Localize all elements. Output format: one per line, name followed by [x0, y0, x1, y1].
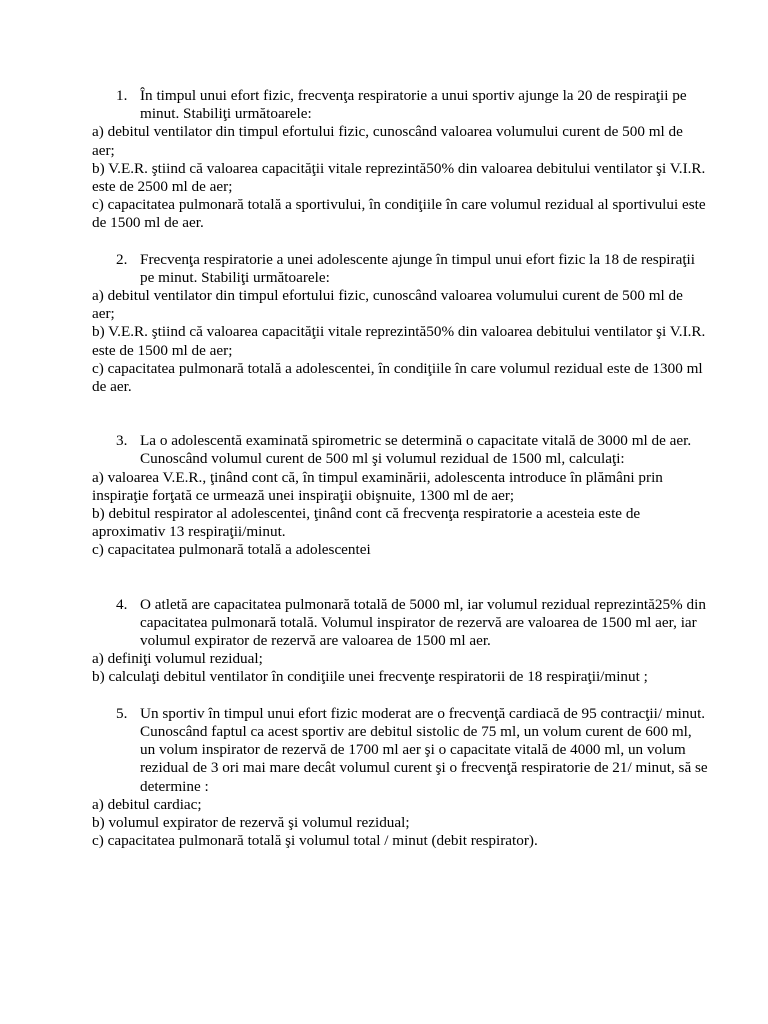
problem-statement	[92, 596, 708, 651]
problem-statement	[92, 432, 708, 468]
sub-question: b) volumul expirator de rezervă şi volumul rezidual;	[92, 813, 410, 831]
sub-question: b) calculaţi debitul ventilator în condiţiile unei frecvenţe respiratorii de 18 respiraţii/minut ;	[92, 668, 648, 686]
problem-5	[92, 705, 708, 851]
problem-4	[92, 596, 708, 687]
problem-2	[92, 251, 708, 397]
problem-statement-text: O atletă are capacitatea pulmonară totală de 5000 ml, iar volumul rezidual reprezintă25% din capacitatea pulmonară totală. Volumul inspirator de rezervă are valoarea de 1500 ml aer, iar volumul expirator de rezervă are valoarea de 1500 ml aer.	[140, 595, 706, 650]
sub-question: b) V.E.R. ştiind că valoarea capacităţii vitale reprezintă50% din valoarea debitului ventilator şi V.I.R. este de 1500 ml de aer;	[92, 323, 706, 359]
sub-question: c) capacitatea pulmonară totală a adolescentei, în condiţiile în care volumul rezidual este de 1300 ml de aer.	[92, 359, 703, 396]
sub-question: a) definiţi volumul rezidual;	[92, 650, 263, 668]
problem-number: 2.	[116, 250, 128, 268]
sub-question: b) V.E.R. ştiind că valoarea capacităţii vitale reprezintă50% din valoarea debitului ventilator şi V.I.R. este de 2500 ml de aer;	[92, 159, 706, 196]
problem-statement	[92, 251, 708, 287]
sub-question: a) debitul cardiac;	[92, 795, 202, 813]
problem-statement-text: În timpul unui efort fizic, frecvenţa respiratorie a unui sportiv ajunge la 20 de respiraţii pe minut. Stabiliţi următoarele:	[140, 87, 687, 123]
problem-statement-text: La o adolescentă examinată spirometric se determină o capacitate vitală de 3000 ml de aer. Cunoscând volumul curent de 500 ml şi volumul rezidual de 1500 ml, calculaţi:	[140, 432, 692, 468]
sub-question: a) debitul ventilator din timpul efortului fizic, cunoscând valoarea volumului curent de 500 ml de aer;	[92, 123, 683, 159]
problem-number: 1.	[116, 87, 128, 104]
problem-number: 4.	[116, 595, 128, 613]
problem-statement-text: Un sportiv în timpul unui efort fizic moderat are o frecvenţă cardiacă de 95 contracţii/ minut. Cunoscând faptul ca acest sportiv are debitul sistolic de 75 ml, un volum curent de 600 ml, un volum inspirator de rezervă de 1700 ml aer şi o capacitate vitală de 4000 ml, un volum rezidual de 3 ori mai mare decât volumul curent şi o frecvenţă respiratorie de 21/ minut, să se determine :	[140, 704, 708, 795]
problem-3	[92, 432, 708, 559]
problem-number: 3.	[116, 432, 128, 450]
sub-question: a) valoarea V.E.R., ţinând cont că, în timpul examinării, adolescenta introduce în plămâni prin inspiraţie forţată ce urmează unei inspiraţii obişnuite, 1300 ml de aer;	[92, 468, 663, 504]
problem-number: 5.	[116, 704, 128, 722]
problem-1	[92, 87, 708, 233]
sub-question: c) capacitatea pulmonară totală a sportivului, în condiţiile în care volumul rezidual al sportivului este de 1500 ml de aer.	[92, 196, 706, 232]
sub-question: b) debitul respirator al adolescentei, ţinând cont că frecvenţa respiratorie a acesteia este de aproximativ 13 respiraţii/minut.	[92, 505, 641, 541]
sub-question: a) debitul ventilator din timpul efortului fizic, cunoscând valoarea volumului curent de 500 ml de aer;	[92, 287, 683, 323]
sub-question: c) capacitatea pulmonară totală şi volumul total / minut (debit respirator).	[92, 832, 538, 850]
problem-statement-text: Frecvenţa respiratorie a unei adolescente ajunge în timpul unui efort fizic la 18 de respiraţii pe minut. Stabiliţi următoarele:	[140, 250, 695, 286]
problem-statement	[92, 705, 708, 796]
sub-question: c) capacitatea pulmonară totală a adolescentei	[92, 541, 371, 559]
problem-statement	[92, 87, 708, 123]
